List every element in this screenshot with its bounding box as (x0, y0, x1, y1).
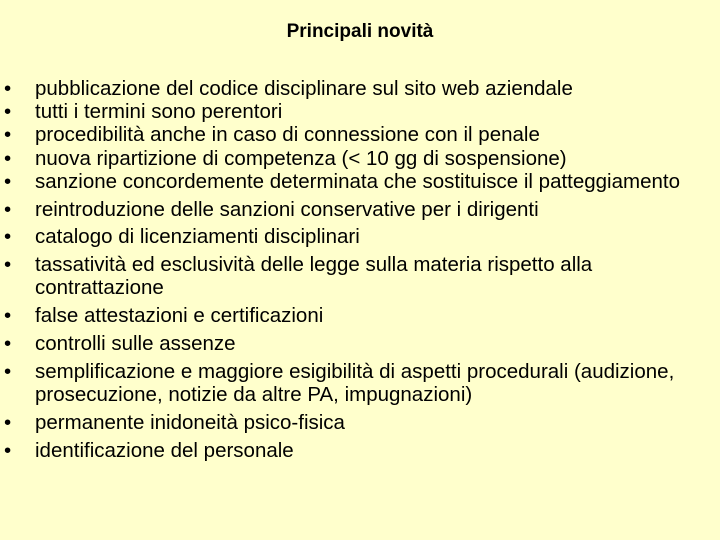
bullet-marker: • (4, 410, 12, 434)
bullet-item (0, 123, 720, 146)
bullet-marker: • (4, 359, 12, 383)
bullet-text: procedibilità anche in caso di connessione con il penale (35, 123, 540, 147)
bullet-marker: • (4, 253, 12, 277)
bullet-item (0, 100, 720, 123)
bullet-text: pubblicazione del codice disciplinare sul sito web aziendale (35, 77, 573, 100)
bullet-marker: • (4, 169, 12, 193)
bullet-marker: • (4, 225, 12, 249)
bullet-list (0, 77, 720, 462)
bullet-item (0, 77, 720, 100)
bullet-text: permanente inidoneità psico-fisica (35, 410, 345, 434)
bullet-marker: • (4, 332, 12, 355)
bullet-item (0, 225, 720, 248)
bullet-marker: • (4, 77, 12, 100)
bullet-marker: • (4, 123, 12, 147)
bullet-item (0, 411, 720, 434)
bullet-marker: • (4, 438, 12, 462)
bullet-item (0, 147, 720, 170)
bullet-text: tassatività ed esclusività delle legge sulla materia rispetto alla contrattazione (35, 253, 593, 300)
bullet-item (0, 253, 720, 299)
bullet-item (0, 439, 720, 462)
bullet-text: identificazione del personale (35, 438, 294, 462)
bullet-text: catalogo di licenziamenti disciplinari (35, 225, 360, 249)
bullet-text: tutti i termini sono perentori (35, 100, 283, 124)
bullet-item (0, 304, 720, 327)
bullet-text: nuova ripartizione di competenza (< 10 gg di sospensione) (35, 146, 567, 170)
bullet-item (0, 198, 720, 221)
bullet-marker: • (4, 197, 12, 221)
slide-title: Principali novità (286, 21, 434, 42)
bullet-text: sanzione concordemente determinata che sostituisce il patteggiamento (35, 169, 680, 193)
bullet-item (0, 170, 720, 193)
bullet-text: semplificazione e maggiore esigibilità di aspetti procedurali (audizione, prosecuzione, notizie da altre PA, impugnazioni) (35, 359, 675, 406)
bullet-item (0, 332, 720, 355)
bullet-marker: • (4, 146, 12, 170)
bullet-text: false attestazioni e certificazioni (35, 304, 324, 328)
bullet-item (0, 360, 720, 406)
bullet-marker: • (4, 100, 12, 124)
bullet-text: reintroduzione delle sanzioni conservative per i dirigenti (35, 197, 539, 221)
bullet-marker: • (4, 304, 12, 328)
bullet-text: controlli sulle assenze (35, 332, 236, 355)
